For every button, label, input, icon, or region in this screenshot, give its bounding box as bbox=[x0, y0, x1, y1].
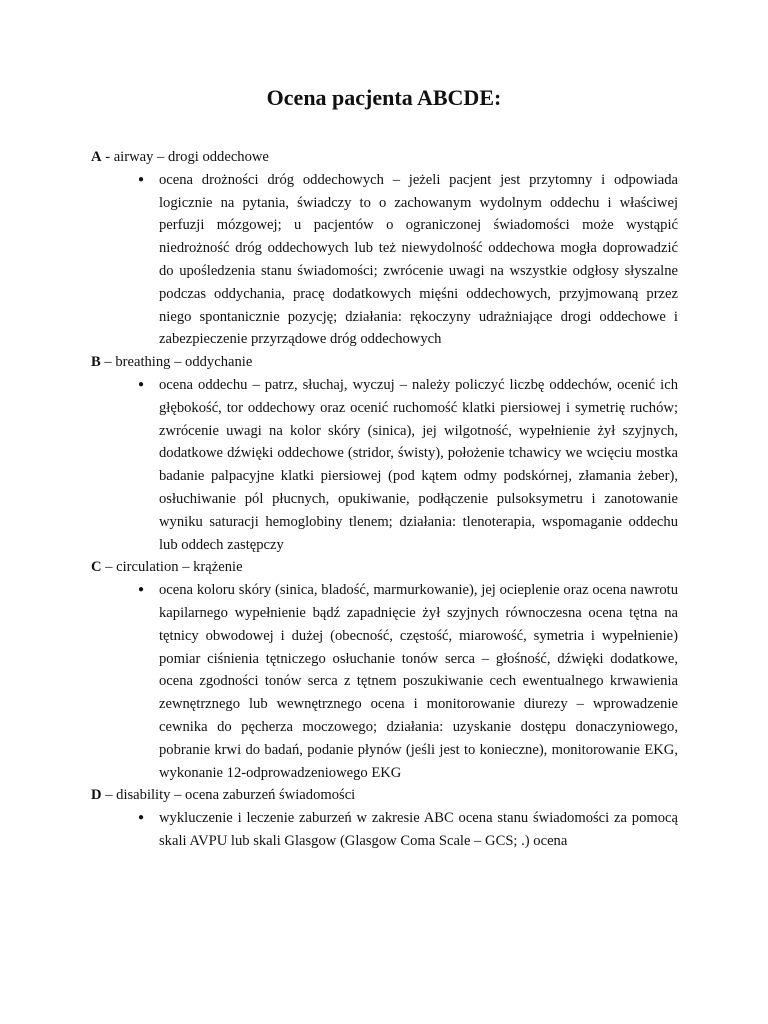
bullet-icon: ● bbox=[138, 584, 145, 596]
section-c bbox=[91, 556, 678, 784]
list-item bbox=[138, 374, 678, 556]
bullet-icon: ● bbox=[138, 173, 145, 185]
section-heading bbox=[91, 146, 678, 169]
section-a bbox=[91, 146, 678, 351]
list-item-text: ocena koloru skóry (sinica, bladość, marmurkowanie), jej ocieplenie oraz ocena nawrotu kapilarnego wypełnienie bądź zapadnięcie żył szyjnych równoczesna ocena tętna na tętnicy obwodowej i dużej (obecność, częstość, miarowość, symetria i wypełnienie) pomiar ciśnienia tętniczego osłuchanie tonów serca – głośność, dźwięki dodatkowe, ocena zgodności tonów serca z tętnem poszukiwanie cech ewentualnego krwawienia zewnętrznego lub wewnętrznego ocena i monitorowanie diurezy – wprowadzenie cewnika do pęcherza moczowego; działania: uzyskanie dostępu donaczyniowego, pobranie krwi do badań, podanie płynów (jeśli jest to konieczne), monitorowanie EKG, wykonanie 12-odprowadzeniowego EKG bbox=[159, 582, 678, 781]
bullet-icon: ● bbox=[138, 812, 145, 824]
bullet-icon: ● bbox=[138, 378, 145, 390]
section-d bbox=[91, 784, 678, 852]
section-title: - airway – drogi oddechowe bbox=[101, 149, 269, 165]
section-title: – disability – ocena zaburzeń świadomości bbox=[101, 787, 356, 804]
section-letter: C bbox=[91, 559, 102, 576]
section-b bbox=[91, 351, 678, 556]
list-item bbox=[138, 169, 678, 351]
list-item-text: wykluczenie i leczenie zaburzeń w zakresie ABC ocena stanu świadomości za pomocą skali AVPU lub skali Glasgow (Glasgow Coma Scale – GCS; .) ocena bbox=[159, 810, 678, 849]
section-letter: A bbox=[91, 149, 102, 165]
section-title: – circulation – krążenie bbox=[101, 559, 243, 576]
bullet-list bbox=[91, 579, 678, 784]
section-heading bbox=[91, 351, 678, 374]
bullet-list bbox=[91, 374, 678, 556]
document-body bbox=[91, 146, 678, 853]
section-heading bbox=[91, 784, 678, 807]
section-letter: B bbox=[91, 354, 101, 371]
section-title: – breathing – oddychanie bbox=[100, 354, 253, 371]
list-item-text: ocena drożności dróg oddechowych – jeżeli pacjent jest przytomny i odpowiada logicznie na pytania, świadczy to o zachowanym wydolnym oddechu i właściwej perfuzji mózgowej; u pacjentów o ograniczonej świadomości może wystąpić niedrożność dróg oddechowych lub też niewydolność oddechowa mogła doprowadzić do upośledzenia stanu świadomości; zwrócenie uwagi na wszystkie odgłosy słyszalne podczas oddychania, pracę dodatkowych mięśni oddechowych, przyjmowaną przez niego spontanicznie pozycję; działania: rękoczyny udrażniające drogi oddechowe i zabezpieczenie przyrządowe dróg oddechowych bbox=[159, 171, 678, 348]
bullet-list bbox=[91, 169, 678, 351]
section-heading bbox=[91, 556, 678, 579]
page-title: Ocena pacjenta ABCDE: bbox=[266, 85, 502, 110]
list-item bbox=[138, 579, 678, 784]
list-item-text: ocena oddechu – patrz, słuchaj, wyczuj – należy policzyć liczbę oddechów, ocenić ich głębokość, tor oddechowy oraz ocenić ruchomość klatki piersiowej i symetrię ruchów; zwrócenie uwagi na kolor skóry (sinica), jej wilgotność, wypełnienie żył szyjnych, dodatkowe dźwięki oddechowe (stridor, świsty), położenie tchawicy we wcięciu mostka badanie palpacyjne klatki piersiowej (pod kątem odmy podskórnej, złamania żeber), osłuchiwanie pól płucnych, opukiwanie, podłączenie pulsoksymetru i zanotowanie wyniku saturacji hemoglobiny tlenem; działania: tlenoterapia, wspomaganie oddechu lub oddech zastępczy bbox=[159, 376, 678, 553]
section-letter: D bbox=[91, 787, 102, 804]
bullet-list bbox=[91, 807, 678, 853]
list-item bbox=[138, 807, 678, 853]
